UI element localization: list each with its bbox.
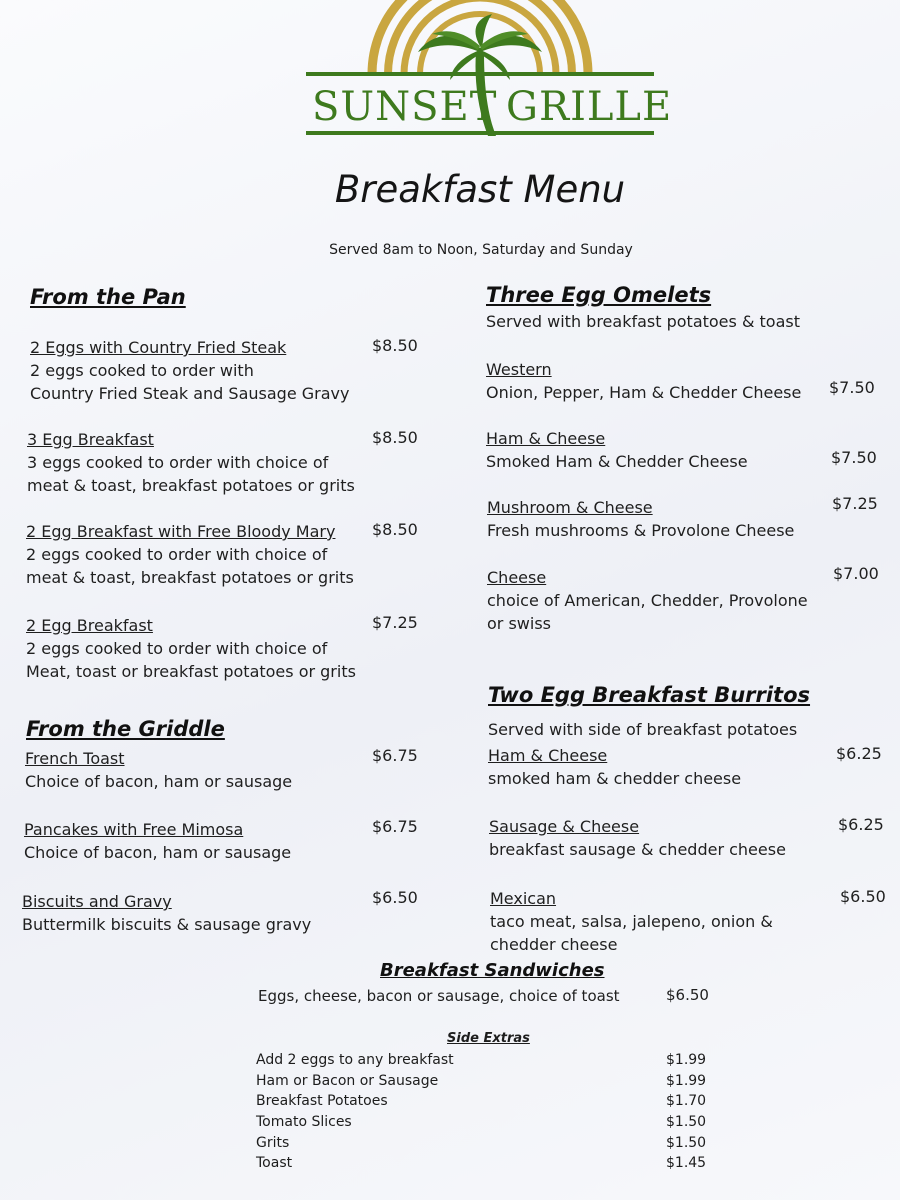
extra-name: Grits (256, 1134, 290, 1151)
service-hours: Served 8am to Noon, Saturday and Sunday (329, 242, 633, 258)
item-desc: Meat, toast or breakfast potatoes or grits (26, 662, 356, 681)
extra-name: Ham or Bacon or Sausage (256, 1072, 439, 1089)
item-price: $7.25 (372, 613, 418, 632)
menu-item (22, 890, 311, 936)
item-price: $7.25 (832, 494, 878, 513)
item-desc: or swiss (487, 614, 551, 633)
extra-name: Toast (256, 1155, 293, 1172)
menu-item (26, 614, 356, 683)
sandwiches-heading: Breakfast Sandwiches (380, 960, 605, 981)
extra-name: Tomato Slices (256, 1114, 352, 1131)
side-extras-list (256, 1050, 716, 1174)
item-name: 3 Egg Breakfast (27, 430, 154, 449)
item-price: $6.50 (840, 887, 886, 906)
item-desc: Smoked Ham & Chedder Cheese (486, 452, 748, 471)
item-name: 2 Egg Breakfast with Free Bloody Mary (26, 522, 336, 541)
sandwiches-desc: Eggs, cheese, bacon or sausage, choice of toast (258, 987, 620, 1005)
item-price: $7.50 (831, 448, 877, 467)
menu-item (487, 496, 794, 542)
from-the-griddle-heading: From the Griddle (26, 717, 225, 741)
side-extras-heading: Side Extras (447, 1031, 530, 1046)
extra-price: $1.50 (666, 1134, 707, 1151)
burritos-note: Served with side of breakfast potatoes (488, 720, 798, 739)
extra-price: $1.45 (666, 1155, 707, 1172)
item-name: Mexican (490, 889, 557, 908)
menu-item (486, 427, 748, 473)
item-desc: 2 eggs cooked to order with choice of (26, 639, 328, 658)
item-price: $8.50 (372, 336, 418, 355)
item-desc: chedder cheese (490, 935, 618, 954)
extra-price: $1.99 (666, 1072, 707, 1089)
list-item (256, 1050, 716, 1071)
item-desc: meat & toast, breakfast potatoes or grits (26, 568, 354, 587)
list-item (256, 1133, 716, 1154)
item-name: Ham & Cheese (488, 746, 608, 765)
menu-item (30, 336, 349, 405)
list-item (256, 1153, 716, 1174)
extra-price: $1.70 (666, 1093, 707, 1110)
item-name: Mushroom & Cheese (487, 498, 653, 517)
item-name: Sausage & Cheese (489, 817, 640, 836)
omelets-heading: Three Egg Omelets (486, 283, 712, 307)
sandwiches-price: $6.50 (666, 986, 709, 1004)
extra-price: $1.50 (666, 1114, 707, 1131)
item-desc: choice of American, Chedder, Provolone (487, 591, 808, 610)
sunset-grille-logo (300, 0, 673, 142)
menu-item (25, 747, 292, 793)
page-title: Breakfast Menu (334, 168, 626, 211)
brand-name (300, 84, 673, 130)
item-price: $8.50 (372, 520, 418, 539)
extra-name: Add 2 eggs to any breakfast (256, 1052, 454, 1068)
item-desc: Choice of bacon, ham or sausage (25, 772, 293, 791)
menu-item (488, 744, 741, 790)
brand-word-grille: GRILLE (506, 84, 673, 130)
list-item (256, 1071, 716, 1092)
omelets-note: Served with breakfast potatoes & toast (486, 312, 800, 331)
item-name: Cheese (487, 568, 547, 587)
menu-item (489, 815, 786, 861)
menu-item (490, 887, 773, 956)
item-name: 2 Eggs with Country Fried Steak (30, 338, 287, 357)
extra-name: Breakfast Potatoes (256, 1093, 388, 1110)
item-price: $6.75 (372, 746, 418, 765)
menu-item (487, 566, 808, 635)
item-name: Ham & Cheese (486, 429, 606, 448)
item-price: $6.75 (372, 817, 418, 836)
menu-item (27, 428, 355, 497)
item-desc: Country Fried Steak and Sausage Gravy (30, 384, 350, 403)
item-desc: Choice of bacon, ham or sausage (24, 843, 292, 862)
item-price: $8.50 (372, 428, 418, 447)
item-price: $6.25 (838, 815, 884, 834)
item-price: $6.25 (836, 744, 882, 763)
item-desc: 2 eggs cooked to order with choice of (26, 545, 328, 564)
item-price: $7.00 (833, 564, 879, 583)
item-desc: taco meat, salsa, jalepeno, onion & (490, 912, 773, 931)
item-name: 2 Egg Breakfast (26, 616, 153, 635)
item-desc: smoked ham & chedder cheese (488, 769, 742, 788)
item-desc: Buttermilk biscuits & sausage gravy (22, 915, 312, 934)
menu-item (24, 818, 291, 864)
brand-word-sunset: SUNSET (312, 84, 498, 130)
item-name: Biscuits and Gravy (22, 892, 172, 911)
from-the-pan-heading: From the Pan (30, 285, 186, 309)
item-desc: Fresh mushrooms & Provolone Cheese (487, 521, 795, 540)
burritos-heading: Two Egg Breakfast Burritos (488, 683, 811, 707)
item-price: $6.50 (372, 888, 418, 907)
menu-item (486, 358, 801, 404)
item-desc: 3 eggs cooked to order with choice of (27, 453, 329, 472)
item-price: $7.50 (829, 378, 875, 397)
item-name: French Toast (25, 749, 125, 768)
item-desc: Onion, Pepper, Ham & Chedder Cheese (486, 383, 802, 402)
extra-price: $1.99 (666, 1052, 707, 1068)
item-desc: 2 eggs cooked to order with (30, 361, 254, 380)
list-item (256, 1091, 716, 1112)
item-desc: breakfast sausage & chedder cheese (489, 840, 786, 859)
item-name: Pancakes with Free Mimosa (24, 820, 244, 839)
menu-item (26, 520, 354, 589)
item-desc: meat & toast, breakfast potatoes or grits (27, 476, 355, 495)
item-name: Western (486, 360, 552, 379)
list-item (256, 1112, 716, 1133)
